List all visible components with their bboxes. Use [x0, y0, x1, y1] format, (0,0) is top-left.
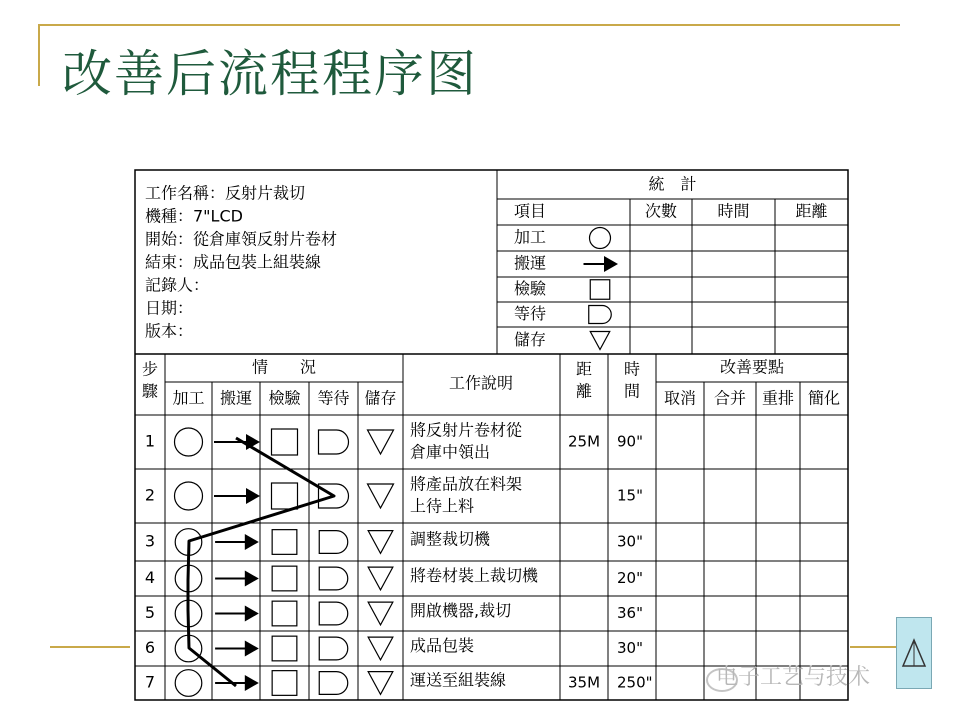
stats-title: 統 計: [648, 174, 697, 194]
step-number: 5: [144, 603, 156, 622]
step-number: 2: [144, 485, 156, 505]
step-distance: 35M: [567, 673, 601, 692]
situation-header: 情 況: [251, 357, 317, 377]
improve-col-header: 簡化: [807, 388, 841, 408]
stats-header: 距離: [795, 201, 828, 221]
circle-icon: [175, 482, 203, 510]
symbol-header: 加工: [172, 388, 205, 408]
step-number: 1: [144, 431, 156, 451]
step-number: 6: [144, 638, 156, 657]
step-number: 3: [144, 531, 156, 551]
d-shape-icon: [319, 567, 348, 590]
arrow-right-icon: [215, 606, 259, 622]
slide-nav-button[interactable]: [896, 617, 932, 689]
improve-header: 改善要點: [719, 357, 785, 377]
step-time: 36": [617, 604, 643, 622]
arrow-right-icon: [214, 488, 260, 504]
symbol-header: 儲存: [364, 388, 397, 408]
step-description: 倉庫中領出: [410, 442, 491, 462]
arrow-right-icon: [584, 256, 619, 272]
square-icon: [272, 429, 298, 455]
step-header: 步: [141, 359, 159, 379]
info-line: 版本：: [145, 321, 194, 341]
arrow-right-icon: [215, 675, 259, 691]
slide-title: 改善后流程程序图: [62, 45, 478, 103]
stats-item-label: 儲存: [514, 330, 547, 349]
triangle-down-icon: [368, 430, 394, 454]
circle-icon: [175, 428, 203, 456]
info-line: 日期：: [145, 298, 194, 318]
step-time: 15": [617, 486, 643, 505]
step-number: 7: [144, 672, 156, 692]
d-shape-icon: [319, 531, 348, 554]
step-number: 4: [144, 568, 156, 587]
square-icon: [272, 483, 298, 509]
arrow-right-icon: [215, 571, 259, 587]
step-time: 250": [617, 673, 653, 692]
step-description: 成品包裝: [410, 636, 475, 655]
info-line: 工作名稱：反射片裁切: [145, 183, 306, 203]
circle-icon: [175, 670, 202, 697]
step-header: 驟: [141, 381, 159, 401]
stats-item-label: 檢驗: [514, 279, 547, 298]
triangle-down-icon: [368, 637, 393, 660]
step-description: 將反射片卷材從: [410, 420, 523, 440]
square-icon: [272, 671, 297, 696]
step-description: 將產品放在料架: [410, 474, 523, 494]
info-line: 記錄人：: [145, 275, 210, 295]
step-time: 90": [617, 432, 643, 451]
improve-col-header: 取消: [663, 388, 697, 408]
info-line: 結束：成品包裝上組裝線: [145, 252, 322, 272]
step-description: 上待上料: [410, 496, 475, 516]
triangle-down-icon: [368, 567, 393, 590]
d-shape-icon: [319, 637, 348, 660]
improve-col-header: 重排: [761, 388, 795, 408]
watermark-text: 电子工艺与技术: [716, 665, 871, 690]
stats-item-label: 加工: [514, 227, 547, 247]
stats-item-label: 搬運: [514, 253, 547, 273]
triangle-down-icon: [368, 672, 393, 695]
step-time: 30": [617, 639, 643, 657]
step-time: 20": [617, 569, 643, 587]
stats-item-label: 等待: [514, 304, 547, 323]
arrow-right-icon: [215, 534, 259, 550]
step-time: 30": [617, 532, 643, 551]
stats-header: 項目: [513, 201, 547, 221]
square-icon: [272, 566, 297, 591]
info-line: 機種：7"LCD: [145, 206, 243, 226]
desc-header: 工作說明: [448, 373, 514, 393]
step-description: 將卷材裝上裁切機: [410, 566, 539, 585]
step-description: 調整裁切機: [410, 529, 491, 549]
square-icon: [272, 530, 297, 555]
info-line: 開始：從倉庫領反射片卷材: [145, 229, 338, 249]
triangle-down-icon: [368, 602, 393, 625]
symbol-header: 檢驗: [268, 388, 301, 408]
stats-header: 時間: [717, 201, 750, 221]
square-icon: [272, 601, 297, 626]
arrow-right-icon: [215, 641, 259, 657]
triangle-down-icon: [368, 484, 394, 508]
process-flow-line: [188, 438, 334, 686]
stats-header: 次數: [644, 201, 678, 221]
triangle-down-icon: [590, 332, 610, 350]
improve-col-header: 合并: [713, 388, 747, 408]
time-header: 間: [623, 381, 641, 401]
navigation-triangle-icon: [901, 638, 927, 668]
square-icon: [590, 280, 610, 300]
step-description: 運送至組裝線: [410, 670, 507, 690]
d-shape-icon: [319, 430, 349, 454]
time-header: 時: [623, 359, 641, 379]
circle-icon: [590, 228, 611, 249]
d-shape-icon: [589, 306, 612, 324]
symbol-header: 搬運: [219, 388, 253, 408]
square-icon: [272, 636, 297, 661]
step-description: 開啟機器,裁切: [410, 601, 512, 620]
dist-header: 距: [575, 359, 593, 379]
d-shape-icon: [319, 672, 348, 695]
triangle-down-icon: [368, 531, 393, 554]
dist-header: 離: [575, 381, 593, 401]
symbol-header: 等待: [317, 388, 350, 408]
d-shape-icon: [319, 602, 348, 625]
step-distance: 25M: [567, 432, 601, 451]
